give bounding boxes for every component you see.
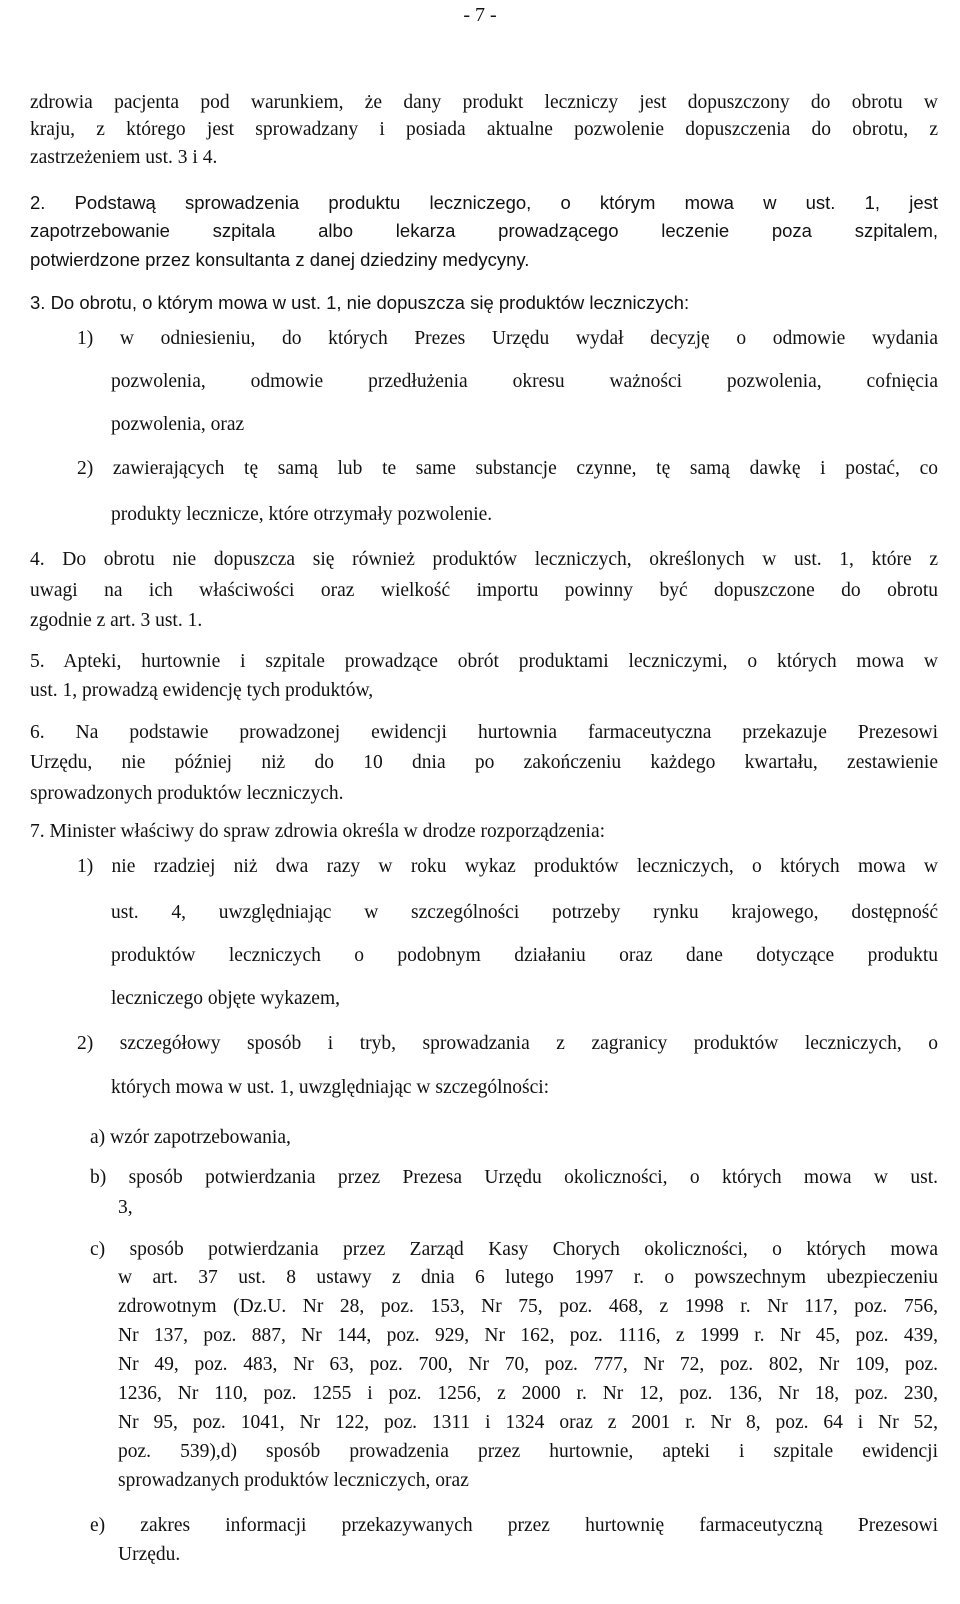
sub-item-line: 1236, Nr 110, poz. 1255 i poz. 1256, z 2000 r. Nr 12, poz. 136, Nr 18, poz. 230,: [118, 1383, 938, 1404]
sub-item-line: c) sposób potwierdzania przez Zarząd Kasy Chorych okoliczności, o których mowa: [90, 1239, 938, 1260]
list-item-line: produktów leczniczych o podobnym działaniu oraz dane dotyczące produktu: [111, 945, 938, 966]
list-item-line: pozwolenia, odmowie przedłużenia okresu ważności pozwolenia, cofnięcia: [111, 371, 938, 392]
sub-item-line: Nr 95, poz. 1041, Nr 122, poz. 1311 i 1324 oraz z 2001 r. Nr 8, poz. 64 i Nr 52,: [118, 1412, 938, 1433]
text-line: 5. Apteki, hurtownie i szpitale prowadzące obrót produktami leczniczymi, o których mowa w: [30, 651, 938, 672]
text-line: potwierdzone przez konsultanta z danej dziedziny medycyny.: [30, 249, 530, 270]
sub-item-line: e) zakres informacji przekazywanych przez hurtownię farmaceutyczną Prezesowi: [90, 1515, 938, 1536]
sub-item-line: zdrowotnym (Dz.U. Nr 28, poz. 153, Nr 75, poz. 468, z 1998 r. Nr 117, poz. 756,: [118, 1296, 938, 1317]
text-line: kraju, z którego jest sprowadzany i posiada aktualne pozwolenie dopuszczenia do obrotu, z: [30, 119, 938, 140]
sub-item-line: a) wzór zapotrzebowania,: [90, 1127, 291, 1148]
text-line: zdrowia pacjenta pod warunkiem, że dany produkt leczniczy jest dopuszczony do obrotu w: [30, 92, 938, 113]
text-line: uwagi na ich właściwości oraz wielkość importu powinny być dopuszczone do obrotu: [30, 580, 938, 601]
text-line: ust. 1, prowadzą ewidencję tych produktów,: [30, 680, 374, 701]
sub-item-line: Nr 49, poz. 483, Nr 63, poz. 700, Nr 70, poz. 777, Nr 72, poz. 802, Nr 109, poz.: [118, 1354, 938, 1375]
sub-item-line: 3,: [118, 1197, 133, 1218]
text-line: 7. Minister właściwy do spraw zdrowia określa w drodze rozporządzenia:: [30, 821, 606, 842]
page-number: - 7 -: [463, 4, 497, 26]
sub-item-line: w art. 37 ust. 8 ustawy z dnia 6 lutego 1997 r. o powszechnym ubezpieczeniu: [118, 1267, 938, 1288]
list-item-line: ust. 4, uwzględniając w szczególności potrzeby rynku krajowego, dostępność: [111, 902, 938, 923]
list-item-line: pozwolenia, oraz: [111, 414, 245, 435]
text-line: 3. Do obrotu, o którym mowa w ust. 1, nie dopuszcza się produktów leczniczych:: [30, 292, 690, 313]
text-line: zapotrzebowanie szpitala albo lekarza prowadzącego leczenie poza szpitalem,: [30, 220, 938, 241]
list-item-line: 2) szczegółowy sposób i tryb, sprowadzania z zagranicy produktów leczniczych, o: [77, 1033, 938, 1054]
sub-item-line: poz. 539),d) sposób prowadzenia przez hurtownie, apteki i szpitale ewidencji: [118, 1441, 938, 1462]
sub-item-line: b) sposób potwierdzania przez Prezesa Urzędu okoliczności, o których mowa w ust.: [90, 1167, 938, 1188]
list-item-line: produkty lecznicze, które otrzymały pozwolenie.: [111, 504, 493, 525]
list-item-line: których mowa w ust. 1, uwzględniając w szczególności:: [111, 1077, 550, 1098]
sub-item-line: Nr 137, poz. 887, Nr 144, poz. 929, Nr 162, poz. 1116, z 1999 r. Nr 45, poz. 439,: [118, 1325, 938, 1346]
text-line: sprowadzonych produktów leczniczych.: [30, 783, 344, 804]
text-line: zastrzeżeniem ust. 3 i 4.: [30, 147, 218, 168]
text-line: 2. Podstawą sprowadzenia produktu leczniczego, o którym mowa w ust. 1, jest: [30, 192, 938, 213]
list-item-line: 1) nie rzadziej niż dwa razy w roku wykaz produktów leczniczych, o których mowa w: [77, 856, 938, 877]
sub-item-line: Urzędu.: [118, 1544, 181, 1565]
text-line: 6. Na podstawie prowadzonej ewidencji hurtownia farmaceutyczna przekazuje Prezesowi: [30, 722, 938, 743]
text-line: 4. Do obrotu nie dopuszcza się również produktów leczniczych, określonych w ust. 1, które z: [30, 549, 938, 570]
list-item-line: 2) zawierających tę samą lub te same substancje czynne, tę samą dawkę i postać, co: [77, 458, 938, 479]
sub-item-line: sprowadzanych produktów leczniczych, oraz: [118, 1470, 469, 1491]
list-item-line: 1) w odniesieniu, do których Prezes Urzędu wydał decyzję o odmowie wydania: [77, 328, 938, 349]
text-line: Urzędu, nie później niż do 10 dnia po zakończeniu każdego kwartału, zestawienie: [30, 752, 938, 773]
list-item-line: leczniczego objęte wykazem,: [111, 988, 341, 1009]
text-line: zgodnie z art. 3 ust. 1.: [30, 610, 203, 631]
